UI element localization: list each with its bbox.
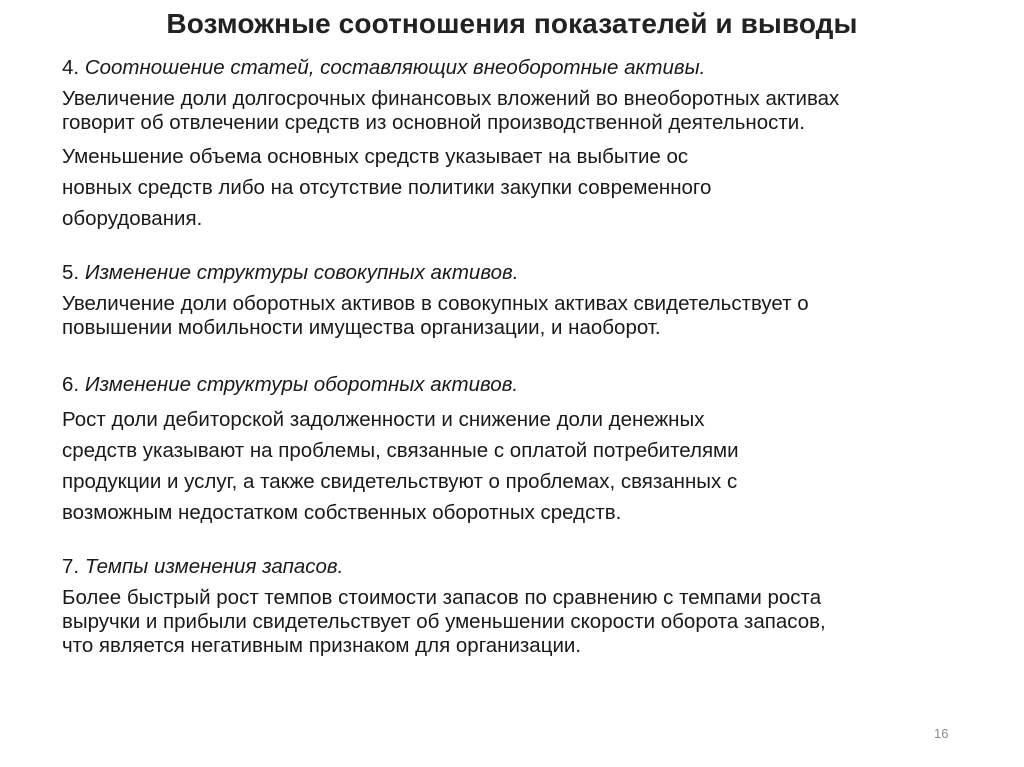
section-4	[62, 56, 982, 234]
section-heading	[62, 373, 982, 397]
paragraph	[62, 141, 982, 234]
paragraph	[62, 87, 982, 135]
paragraph-line: повышении мобильности имущества организации, и наоборот.	[62, 316, 661, 339]
paragraph-line: возможным недостатком собственных оборотных средств.	[62, 501, 622, 524]
spacer	[62, 528, 982, 555]
section-heading-text: Соотношение статей, составляющих внеоборотные активы.	[84, 56, 706, 79]
section-heading	[62, 555, 982, 579]
paragraph	[62, 586, 982, 658]
section-heading	[62, 56, 982, 80]
section-number: 7.	[62, 555, 80, 578]
paragraph-line: Более быстрый рост темпов стоимости запасов по сравнению с темпами роста	[62, 586, 822, 609]
paragraph-line: Уменьшение объема основных средств указывает на выбытие ос	[62, 145, 689, 168]
section-5	[62, 261, 982, 340]
section-heading	[62, 261, 982, 285]
paragraph-line: что является негативным признаком для организации.	[62, 634, 582, 657]
slide-title: Возможные соотношения показателей и выводы	[166, 8, 858, 39]
paragraph-line: Увеличение доли долгосрочных финансовых вложений во внеоборотных активах	[62, 87, 840, 110]
paragraph-line: продукции и услуг, а также свидетельствуют о проблемах, связанных с	[62, 470, 738, 493]
paragraph-line: говорит об отвлечении средств из основной производственной деятельности.	[62, 111, 805, 134]
section-number: 5.	[62, 261, 80, 284]
section-number: 4.	[62, 56, 80, 79]
paragraph-line: Увеличение доли оборотных активов в совокупных активах свидетельствует о	[62, 292, 809, 315]
paragraph	[62, 404, 982, 528]
slide-content	[62, 56, 982, 664]
section-6	[62, 373, 982, 528]
page-number: 16	[934, 726, 949, 741]
paragraph-line: средств указывают на проблемы, связанные с оплатой потребителями	[62, 439, 739, 462]
spacer	[62, 346, 982, 373]
section-7	[62, 555, 982, 658]
paragraph-line: оборудования.	[62, 207, 203, 230]
section-heading-text: Изменение структуры оборотных активов.	[84, 373, 519, 396]
paragraph-line: Рост доли дебиторской задолженности и снижение доли денежных	[62, 408, 705, 431]
spacer	[62, 234, 982, 261]
paragraph-line: новных средств либо на отсутствие политики закупки современного	[62, 176, 712, 199]
section-heading-text: Темпы изменения запасов.	[84, 555, 344, 578]
section-number: 6.	[62, 373, 80, 396]
paragraph	[62, 292, 982, 340]
section-heading-text: Изменение структуры совокупных активов.	[84, 261, 519, 284]
paragraph-line: выручки и прибыли свидетельствует об уменьшении скорости оборота запасов,	[62, 610, 826, 633]
